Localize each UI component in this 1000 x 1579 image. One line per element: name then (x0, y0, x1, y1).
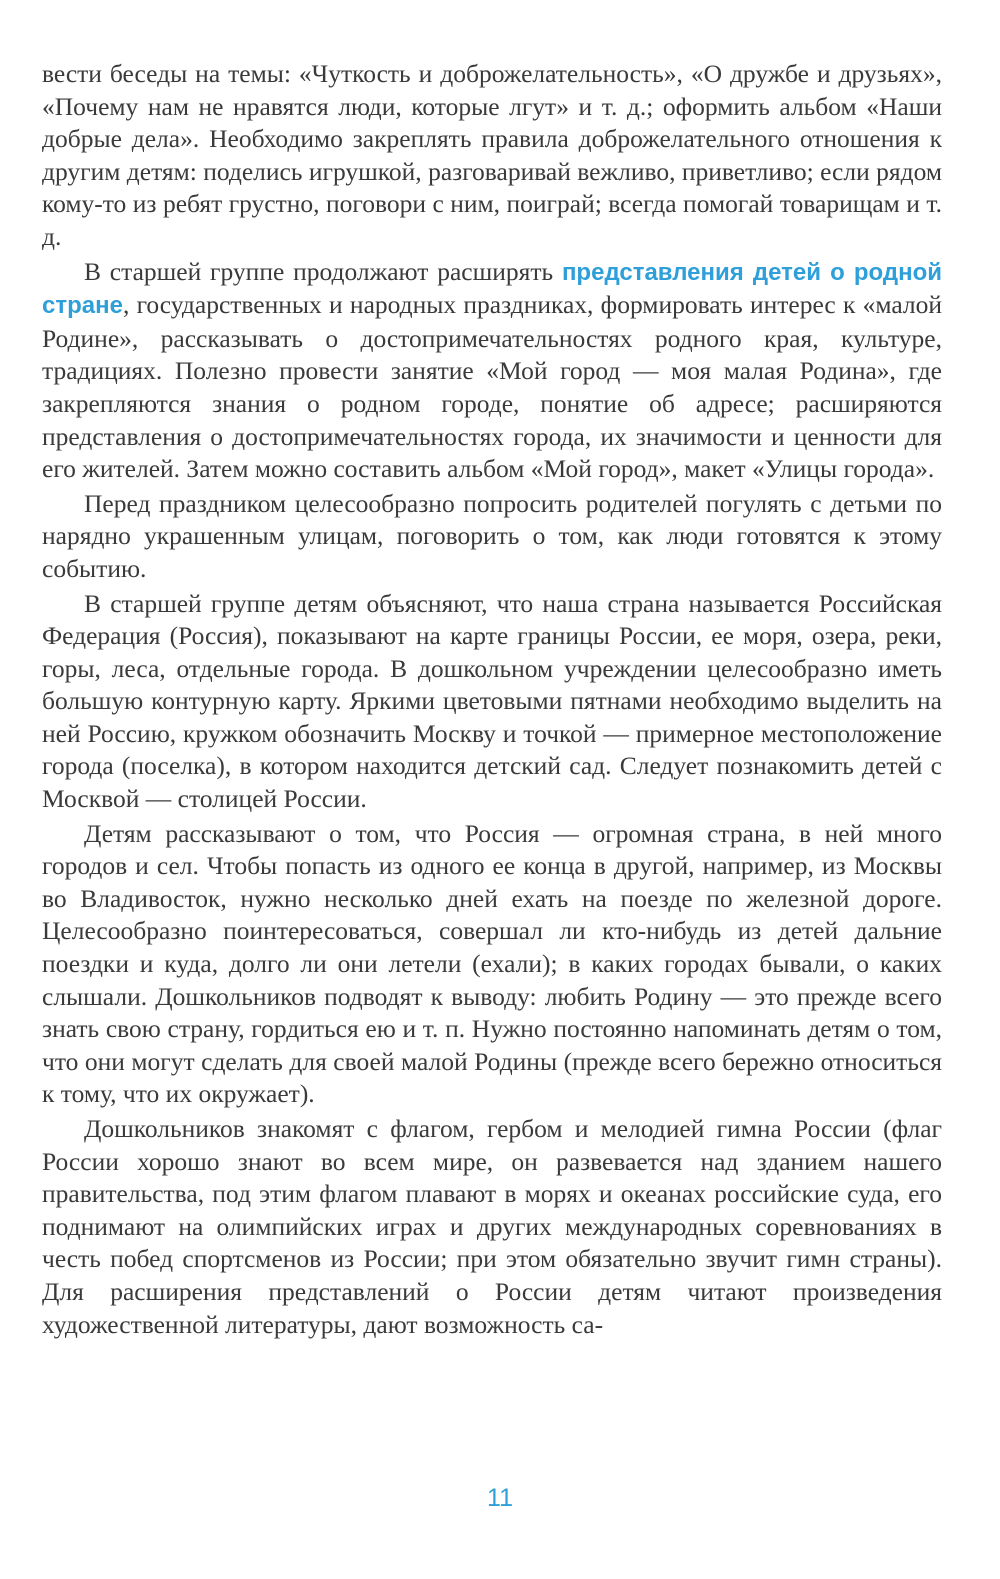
paragraph-2-intro: В старшей группе продолжают расширять (84, 256, 562, 286)
paragraph-3: Перед праздником целесообразно попросить родителей погулять с детьми по нарядно украшенным улицам, поговорить о том, как люди готовятся к этому событию. (42, 488, 942, 583)
paragraph-6: Дошкольников знакомят с флагом, гербом и мелодией гимна России (флаг России хорошо знают во всем мире, он развевается над зданием нашего правительства, под этим флагом плавают в морях и океанах российские суда, его поднимают на олимпийских играх и других международных соревнованиях в честь побед спортсменов из России; при этом обязательно звучит гимн страны). Для расширения представлений о России детям читают произведения художественной литературы, дают возможность са- (42, 1114, 942, 1339)
page-number: 11 (487, 1484, 513, 1512)
paragraph-4: В старшей группе детям объясняют, что наша страна называется Российская Федерация (Россия), показывают на карте границы России, ее моря, озера, реки, горы, леса, отдельные города. В дошкольном учреждении целесообразно иметь большую контурную карту. Яркими цветовыми пятнами необходимо выделить на ней Россию, кружком обозначить Москву и точкой — примерное местоположение города (поселка), в котором находится детский сад. Следует познакомить детей с Москвой — столицей России. (42, 588, 942, 814)
highlighted-term: представления детей о родной стране (42, 258, 942, 320)
paragraph-2-rest: , государственных и народных праздниках, формировать интерес к «малой Родине», рассказывать о достопримечательностях родного края, культуре, традициях. Полезно провести занятие «Мой город — моя малая Родина», где закрепляются знания о родном городе, понятие об адресе; расширяются представления о достопримечательностях города, их значимости и ценности для его жителей. Затем можно составить альбом «Мой город», макет «Улицы города». (42, 290, 942, 484)
paragraph-1: вести беседы на темы: «Чуткость и доброжелательность», «О дружбе и друзьях», «Почему нам не нравятся люди, которые лгут» и т. д.; оформить альбом «Наши добрые дела». Необходимо закреплять правила доброжелательного отношения к другим детям: поделись игрушкой, разговаривай вежливо, приветливо; если рядом кому-то из ребят грустно, поговори с ним, поиграй; всегда помогай товарищам и т. д. (42, 59, 942, 251)
paragraph-2 (42, 256, 942, 486)
paragraph-5: Детям рассказывают о том, что Россия — огромная страна, в ней много городов и сел. Чтобы попасть из одного ее конца в другой, например, из Москвы во Владивосток, нужно несколько дней ехать на поезде по железной дороге. Целесообразно поинтересоваться, совершал ли кто-нибудь из детей дальние поездки и куда, долго ли они летели (ехали); в каких городах бывали, о каких слышали. Дошкольников подводят к выводу: любить Родину — это прежде всего знать свою страну, гордиться ею и т. п. Нужно постоянно напоминать детям о том, что они могут сделать для своей малой Родины (прежде всего бережно относиться к тому, что их окружает). (42, 818, 942, 1109)
page-body (42, 58, 942, 1341)
